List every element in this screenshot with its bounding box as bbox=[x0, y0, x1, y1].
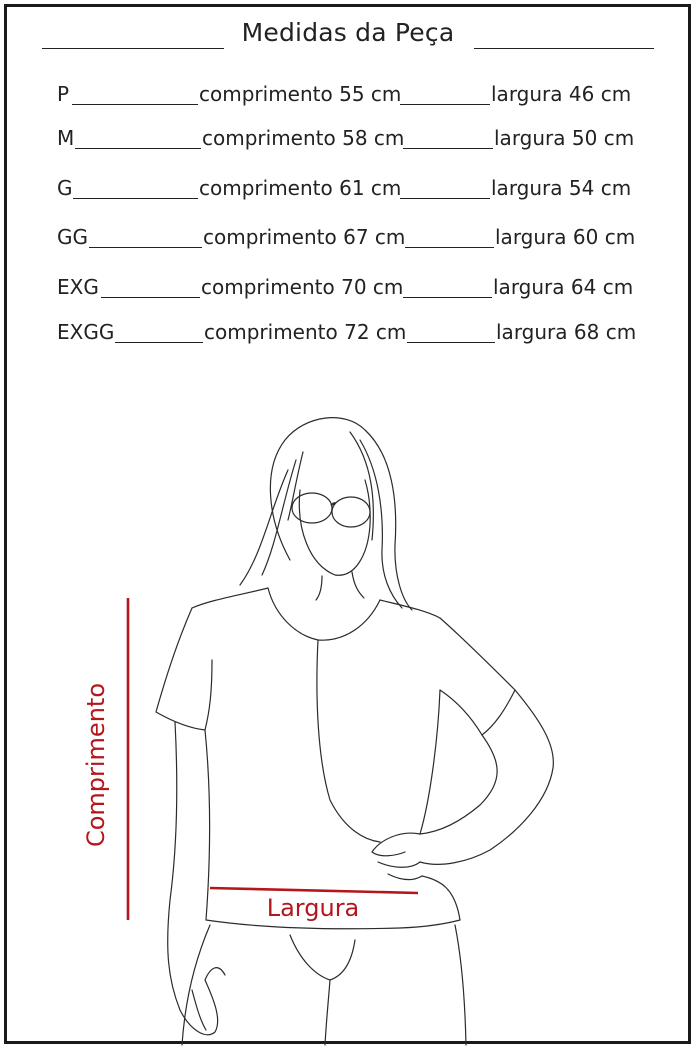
width-value: largura 64 cm bbox=[493, 275, 634, 299]
size-label: G bbox=[57, 176, 73, 200]
length-value: comprimento 58 cm bbox=[202, 126, 405, 150]
length-value: comprimento 61 cm bbox=[199, 176, 402, 200]
size-label: EXGG bbox=[57, 320, 115, 344]
size-label: EXG bbox=[57, 275, 99, 299]
shirt-fold bbox=[317, 640, 380, 842]
shirt-collar bbox=[268, 588, 380, 640]
pants-right-leg bbox=[455, 925, 466, 1045]
right-hand bbox=[372, 833, 422, 880]
sunglasses-right-lens bbox=[332, 497, 370, 527]
shirt-left-side bbox=[205, 730, 210, 920]
left-hand bbox=[192, 968, 225, 1030]
hair-right-strands bbox=[350, 432, 402, 608]
length-value: comprimento 55 cm bbox=[199, 82, 402, 106]
length-value: comprimento 72 cm bbox=[204, 320, 407, 344]
length-value: comprimento 67 cm bbox=[203, 225, 406, 249]
width-value: largura 60 cm bbox=[495, 225, 636, 249]
page-title: Medidas da Peça bbox=[241, 18, 455, 47]
left-sleeve bbox=[156, 608, 212, 730]
shirt-right-side bbox=[420, 690, 460, 920]
size-label: M bbox=[57, 126, 75, 150]
face-outline bbox=[299, 480, 370, 575]
length-label: Comprimento bbox=[82, 682, 110, 848]
pants-crotch bbox=[290, 935, 355, 1045]
size-label: P bbox=[57, 82, 70, 106]
pants-left-leg bbox=[182, 925, 210, 1045]
width-value: largura 50 cm bbox=[494, 126, 635, 150]
sunglasses-left-lens bbox=[292, 493, 332, 523]
neck bbox=[316, 572, 364, 600]
width-value: largura 46 cm bbox=[491, 82, 632, 106]
shirt-shoulders bbox=[192, 588, 440, 618]
size-label: GG bbox=[57, 225, 88, 249]
width-value: largura 68 cm bbox=[496, 320, 637, 344]
right-sleeve bbox=[440, 618, 515, 735]
length-value: comprimento 70 cm bbox=[201, 275, 404, 299]
left-arm bbox=[168, 722, 218, 1035]
hair-outline bbox=[270, 418, 412, 610]
width-indicator-line bbox=[210, 888, 418, 893]
width-value: largura 54 cm bbox=[491, 176, 632, 200]
right-arm-inner bbox=[420, 735, 497, 834]
right-arm bbox=[420, 690, 553, 864]
width-label: Largura bbox=[266, 894, 360, 922]
